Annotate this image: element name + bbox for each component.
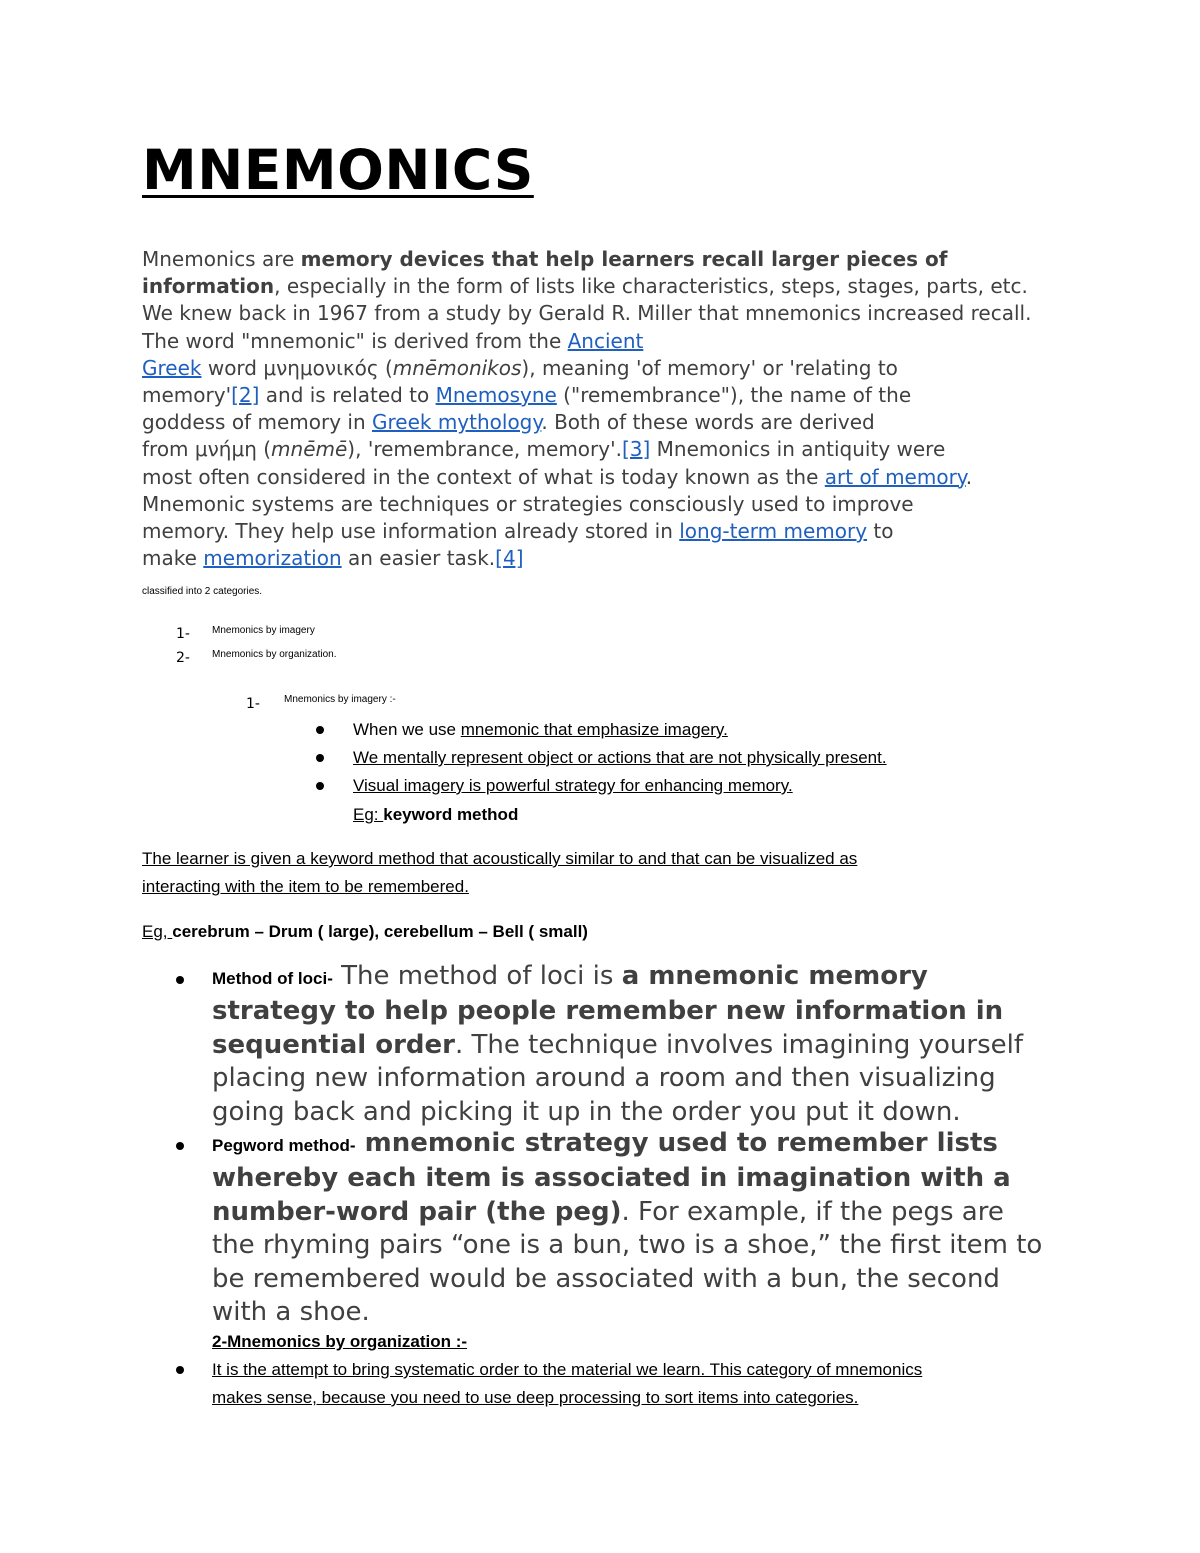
list-number: 1-	[246, 696, 260, 712]
example-label: Eg:	[353, 805, 384, 824]
intro-text: most often considered in the context of what is today known as the	[142, 464, 825, 489]
imagery-example	[353, 805, 518, 825]
pegword-bold-text: mnemonic strategy used to remember lists	[355, 1128, 998, 1158]
imagery-point-3: Visual imagery is powerful strategy for enhancing memory.	[353, 776, 793, 795]
organization-point-line-2: makes sense, because you need to use deep processing to sort items into categories.	[212, 1388, 859, 1407]
loci-bold-text: sequential order	[212, 1029, 455, 1060]
link-memorization[interactable]: memorization	[203, 546, 342, 571]
imagery-point-2: We mentally represent object or actions that are not physically present.	[353, 748, 887, 767]
classified-caption: classified into 2 categories.	[142, 586, 263, 597]
intro-bold-text: memory devices that help learners recall larger pieces of	[300, 247, 948, 271]
intro-text: to	[867, 519, 894, 544]
intro-text: memory. They help use information already stored in	[142, 519, 680, 544]
intro-text: and is related to	[259, 383, 436, 408]
loci-bold-text: a mnemonic memory	[621, 961, 928, 991]
bullet-icon	[316, 754, 324, 762]
list-number: 1-	[176, 626, 190, 642]
reference-link-4[interactable]: [4]	[495, 546, 524, 571]
intro-text: make	[142, 546, 204, 571]
link-long-term-memory[interactable]: long-term memory	[679, 519, 868, 544]
link-art-of-memory[interactable]: art of memory	[824, 464, 966, 489]
pegword-text: with a shoe.	[212, 1297, 370, 1328]
keyword-paragraph-line-2: interacting with the item to be remembered.	[142, 877, 469, 896]
loci-text: going back and picking it up in the order you put it down.	[212, 1096, 961, 1127]
intro-text: , especially in the form of lists like characteristics, steps, stages, parts, etc.	[274, 274, 1028, 299]
loci-text: The method of loci is	[332, 961, 622, 991]
imagery-heading: Mnemonics by imagery :-	[284, 694, 396, 705]
intro-text: ("remembrance"), the name of the	[556, 383, 912, 408]
pegword-text: the rhyming pairs “one is a bun, two is a shoe,” the first item to	[212, 1230, 1043, 1261]
intro-text: .	[965, 464, 973, 489]
intro-italic-text: mnēmē	[271, 437, 348, 462]
bullet-icon	[176, 976, 184, 984]
intro-text: ), 'remembrance, memory'.	[347, 437, 622, 462]
intro-text: Mnemonics in antiquity were	[650, 437, 946, 462]
intro-paragraph	[142, 246, 1082, 572]
example-label: Eg,	[142, 922, 173, 941]
example-keyword-method: keyword method	[383, 805, 519, 824]
bullet-icon	[176, 1366, 184, 1374]
list-number: 2-	[176, 650, 190, 666]
organization-heading: 2-Mnemonics by organization :-	[212, 1332, 468, 1351]
intro-text: word μνημονικός (	[201, 355, 393, 380]
reference-link-2[interactable]: [2]	[231, 383, 260, 408]
bullet-icon	[316, 782, 324, 790]
loci-text: . The technique involves imagining yourself	[454, 1029, 1023, 1060]
link-greek-mythology[interactable]: Greek mythology	[371, 410, 542, 435]
link-ancient-greek-cont[interactable]: Greek	[142, 355, 202, 380]
intro-text: from μνήμη (	[142, 437, 272, 462]
category-organization: Mnemonics by organization.	[212, 649, 337, 660]
pegword-text: be remembered would be associated with a bun, the second	[212, 1263, 1000, 1294]
loci-text: placing new information around a room and then visualizing	[212, 1063, 996, 1094]
intro-text: Mnemonics are	[142, 247, 301, 271]
category-imagery: Mnemonics by imagery	[212, 625, 315, 636]
link-mnemosyne[interactable]: Mnemosyne	[435, 383, 557, 408]
intro-italic-text: mnēmonikos	[392, 355, 522, 380]
intro-text: . Both of these words are derived	[541, 410, 875, 435]
intro-text: Mnemonic systems are techniques or strategies consciously used to improve	[142, 491, 914, 516]
point-underlined-text: mnemonic that emphasize imagery.	[460, 720, 728, 739]
intro-text: an easier task.	[341, 546, 496, 571]
bullet-icon	[316, 726, 324, 734]
loci-lead: Method of loci-	[212, 969, 333, 988]
point-text: When we use	[353, 720, 461, 739]
intro-text: goddess of memory in	[142, 410, 372, 435]
intro-text: memory'	[142, 383, 232, 408]
intro-text: We knew back in 1967 from a study by Gerald R. Miller that mnemonics increased recall.	[142, 301, 1032, 326]
intro-text: The word "mnemonic" is derived from the	[142, 328, 568, 353]
pegword-bold-text: number-word pair (the peg)	[212, 1196, 622, 1227]
intro-text: ), meaning 'of memory' or 'relating to	[521, 355, 898, 380]
pegword-lead: Pegword method-	[212, 1136, 356, 1155]
link-ancient-greek[interactable]: Ancient	[567, 328, 644, 353]
bullet-icon	[176, 1142, 184, 1150]
brain-example	[142, 922, 588, 942]
imagery-point-1	[353, 720, 728, 740]
example-text: cerebrum – Drum ( large), cerebellum – Bell ( small)	[172, 922, 588, 941]
page-title: MNEMONICS	[142, 138, 534, 202]
organization-point-line-1: It is the attempt to bring systematic order to the material we learn. This category of mnemonics	[212, 1360, 923, 1379]
pegword-text: . For example, if the pegs are	[621, 1196, 1004, 1227]
pegword-bold-text: whereby each item is associated in imagination with a	[212, 1163, 1011, 1194]
reference-link-3[interactable]: [3]	[621, 437, 651, 462]
loci-bold-text: strategy to help people remember new information in	[212, 996, 1004, 1027]
keyword-paragraph-line-1: The learner is given a keyword method that acoustically similar to and that can be visualized as	[142, 849, 858, 868]
method-of-loci	[212, 960, 1023, 1129]
pegword-method	[212, 1127, 1042, 1329]
intro-bold-text: information	[142, 274, 275, 299]
